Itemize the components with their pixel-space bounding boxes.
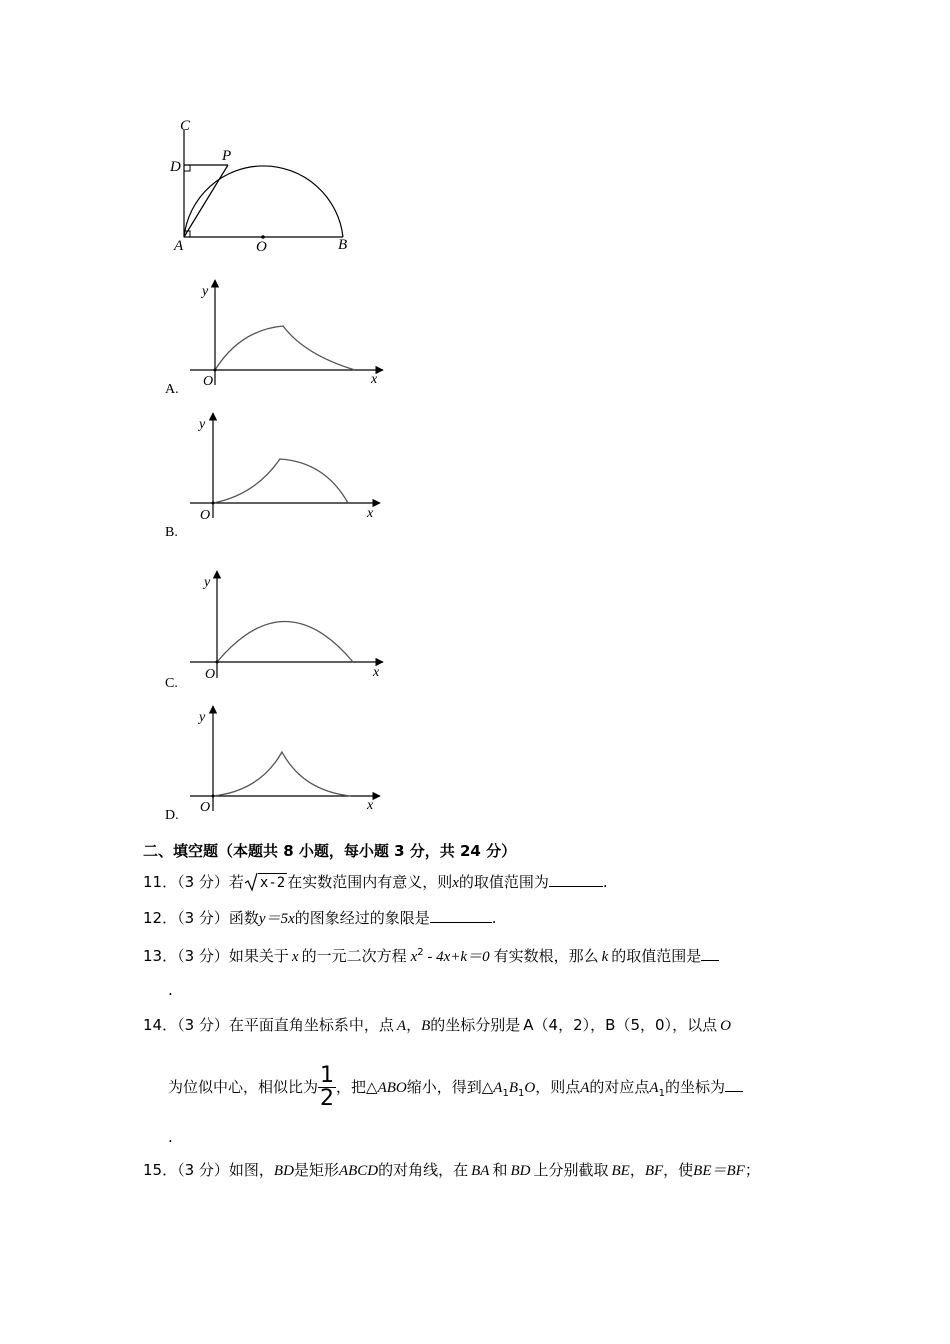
q15-comma: ，: [629, 1161, 645, 1179]
label-o: O: [256, 239, 267, 255]
q12-pre: 函数: [228, 909, 259, 927]
q11-radicand: x-2: [259, 875, 286, 891]
q11-answer-blank[interactable]: [549, 872, 603, 887]
label-p: P: [222, 148, 232, 164]
geometry-figure: [160, 110, 370, 260]
q13-eq-b: - 4x+k＝0: [423, 949, 490, 965]
origin-point: [214, 369, 217, 372]
q15-score: （3 分）: [177, 1161, 229, 1179]
q15-text-f: ，使: [663, 1161, 694, 1179]
q15-text-d: 和: [492, 1161, 508, 1179]
axis-y-label: y: [199, 710, 206, 725]
curve-d: [213, 752, 351, 796]
q12-answer-blank[interactable]: [430, 908, 492, 923]
option-d-label[interactable]: D.: [165, 808, 179, 823]
q13-mid2: 有实数根，那么: [493, 947, 599, 965]
label-a: A: [174, 238, 184, 254]
q11-post: 的取值范围为: [458, 873, 549, 891]
q15-BA: BA: [471, 1163, 490, 1179]
curve-b: [213, 459, 348, 503]
question-14-line2: [168, 1062, 743, 1119]
q14-acoord: A（4，2）: [523, 1016, 591, 1034]
q14-A1s: 1: [658, 1088, 665, 1099]
q14-score: （3 分）: [177, 1016, 229, 1034]
q14-frac-num: 1: [320, 1063, 335, 1088]
axis-x-label: x: [367, 506, 374, 521]
q11-score: （3 分）: [177, 873, 229, 891]
q15-BF: BF: [644, 1163, 664, 1179]
option-a-graph: [185, 275, 395, 390]
q14-number: 14．: [143, 1016, 178, 1034]
q14-line1c: ，以点: [672, 1016, 718, 1034]
q14-O: O: [720, 1018, 731, 1034]
q13-mid: 的一元二次方程: [301, 947, 407, 965]
q13-post: 的取值范围是: [611, 947, 702, 965]
q14-sep2: ，: [590, 1016, 606, 1034]
q14-line1: 在平面直角坐标系中，点: [228, 1016, 394, 1034]
q11-end: .: [602, 873, 608, 891]
origin-label: O: [200, 508, 211, 523]
curve-a: [215, 326, 355, 370]
q14-line2a: 为位似中心，相似比为: [168, 1078, 319, 1096]
q14-A1: A: [649, 1080, 659, 1096]
q13-number: 13．: [143, 947, 178, 965]
q14-line1b: 的坐标分别是: [430, 1016, 521, 1034]
q14-answer-blank[interactable]: [725, 1077, 743, 1092]
q15-text-c: 的对角线，在: [378, 1161, 469, 1179]
q13-end: .: [168, 981, 173, 999]
q11-var: x: [452, 875, 459, 891]
q12-end: .: [491, 909, 497, 927]
q14-A2: A: [580, 1080, 590, 1096]
q14-sep: ，: [406, 1016, 422, 1034]
q13-var: x: [291, 949, 299, 965]
question-11: [143, 872, 608, 893]
q15-BE: BE: [611, 1163, 630, 1179]
semicircle-arc: [184, 166, 343, 237]
q11-number: 11．: [143, 873, 178, 891]
q15-text-b: 是矩形: [293, 1161, 339, 1179]
label-c: C: [180, 118, 191, 134]
axis-y-label: y: [199, 417, 206, 432]
option-b-label[interactable]: B.: [165, 525, 178, 540]
q15-semi: ；: [744, 1161, 760, 1179]
q13-var2: k: [601, 949, 609, 965]
section-title: 二、填空题（本题共 8 小题，每小题 3 分，共 24 分）: [143, 842, 517, 860]
q14-tri2-s1: 1: [502, 1088, 509, 1099]
q11-sqrt: [244, 873, 287, 893]
question-12: [143, 908, 497, 929]
axis-x-label: x: [367, 798, 374, 813]
label-b: B: [338, 237, 348, 253]
q14-tri2-b: B: [508, 1080, 518, 1096]
axis-x-label: x: [371, 372, 378, 387]
q15-text-a: 如图，: [228, 1161, 274, 1179]
origin-label: O: [203, 374, 214, 389]
q14-B: B: [421, 1018, 431, 1034]
q14-tri2-s2: 1: [518, 1088, 525, 1099]
q14-line2e: 的对应点: [589, 1078, 650, 1096]
right-angle-mark-d: [184, 165, 190, 171]
q15-ABCD: ABCD: [338, 1163, 379, 1179]
label-d: D: [170, 159, 181, 175]
question-13: [143, 943, 719, 967]
question-14: [143, 1015, 731, 1036]
q12-post: 的图象经过的象限是: [294, 909, 430, 927]
origin-point: [212, 795, 215, 798]
q12-number: 12．: [143, 909, 178, 927]
q12-score: （3 分）: [177, 909, 229, 927]
curve-c: [217, 622, 353, 663]
segment-ap: [184, 165, 228, 237]
q13-eq-exp: 2: [417, 947, 424, 958]
axis-x-label: x: [373, 665, 380, 680]
q12-formula: y＝5x: [258, 911, 295, 927]
q14-fraction: [318, 1065, 336, 1110]
q11-mid: 在实数范围内有意义，则: [287, 873, 453, 891]
q14-tri: ABO: [377, 1080, 407, 1096]
q14-bcoord: B（5，0）: [605, 1016, 673, 1034]
q15-text-e: 上分别截取: [533, 1161, 609, 1179]
q13-eq-a: x: [410, 949, 418, 965]
option-c-graph: [185, 568, 395, 683]
q15-number: 15．: [143, 1161, 178, 1179]
q14-line2b: ，把△: [336, 1078, 378, 1096]
q13-score: （3 分）: [177, 947, 229, 965]
q14-end: .: [168, 1128, 173, 1146]
q14-line2f: 的坐标为: [664, 1078, 725, 1096]
option-c-label[interactable]: C.: [165, 676, 178, 691]
q15-BD2: BD: [510, 1163, 531, 1179]
q14-line2d: ，则点: [535, 1078, 581, 1096]
q15-eq: BE＝BF: [693, 1163, 745, 1179]
q13-answer-blank[interactable]: [701, 946, 719, 961]
option-a-label[interactable]: A.: [165, 382, 179, 397]
option-b-graph: [185, 410, 395, 525]
q15-BD: BD: [273, 1163, 294, 1179]
q13-pre: 如果关于: [228, 947, 289, 965]
axis-y-label: y: [202, 284, 209, 299]
q14-line2c: 缩小，得到△: [406, 1078, 494, 1096]
origin-point: [212, 502, 215, 505]
origin-label: O: [200, 800, 211, 815]
origin-label: O: [205, 667, 216, 682]
option-d-graph: [185, 703, 395, 818]
origin-point: [216, 661, 219, 664]
q11-pre: 若: [228, 873, 244, 891]
q14-tri2-a: A: [493, 1080, 503, 1096]
q14-tri2-c: O: [524, 1080, 536, 1096]
axis-y-label: y: [204, 575, 211, 590]
q14-A: A: [396, 1018, 407, 1034]
question-15: [143, 1160, 760, 1181]
q14-frac-den: 2: [320, 1086, 335, 1111]
